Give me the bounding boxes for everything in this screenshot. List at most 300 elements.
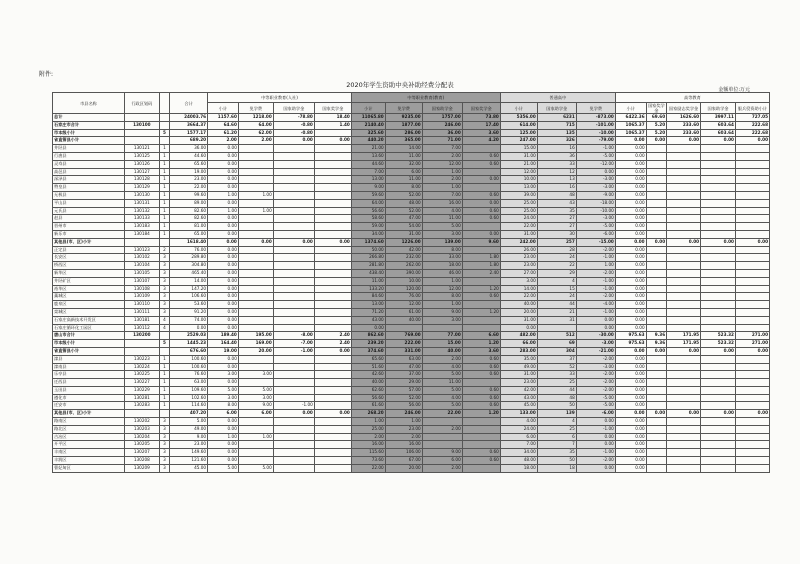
cell-vocational-hr xyxy=(314,324,351,332)
cell-admin-code xyxy=(124,410,159,418)
cell-higher-edu: 523.32 xyxy=(701,332,736,340)
cell-type: 3 xyxy=(159,457,169,465)
cell-vocational-hr xyxy=(314,394,351,402)
cell-vocational-hr: 0.00 xyxy=(208,246,239,254)
cell-vocational-hr xyxy=(273,418,314,426)
cell-vocational-hr xyxy=(273,246,314,254)
cell-higher-edu xyxy=(701,449,736,457)
cell-higher-edu: 0.00 xyxy=(667,137,701,145)
cell-high-school: 27.00 xyxy=(500,269,537,277)
cell-higher-edu xyxy=(735,371,769,379)
cell-total: 1577.17 xyxy=(170,129,208,137)
cell-total: 99.60 xyxy=(170,191,208,199)
cell-high-school: 35 xyxy=(537,207,576,215)
cell-higher-edu: 975.63 xyxy=(615,332,646,340)
cell-high-school: 25 xyxy=(537,425,576,433)
cell-vocational-edu: 2.00 xyxy=(422,355,462,363)
cell-high-school: 4 xyxy=(537,418,576,426)
cell-vocational-hr: 0.00 xyxy=(208,168,239,176)
cell-city-name: 路北区 xyxy=(53,425,125,433)
cell-high-school: 26.00 xyxy=(500,246,537,254)
cell-higher-edu xyxy=(667,402,701,410)
cell-total: 63.00 xyxy=(170,379,208,387)
cell-high-school: 12.00 xyxy=(500,168,537,176)
cell-higher-edu xyxy=(701,371,736,379)
cell-vocational-edu: 4.00 xyxy=(422,207,462,215)
table-row xyxy=(53,121,770,129)
cell-admin-code: 130224 xyxy=(124,363,159,371)
cell-vocational-edu: 2.00 xyxy=(422,176,462,184)
cell-higher-edu: 0.00 xyxy=(615,394,646,402)
cell-admin-code: 130133 xyxy=(124,215,159,223)
cell-admin-code: 130281 xyxy=(124,394,159,402)
cell-vocational-hr xyxy=(273,449,314,457)
table-row xyxy=(53,418,770,426)
cell-vocational-hr xyxy=(314,262,351,270)
cell-vocational-edu: 84.60 xyxy=(351,293,385,301)
cell-higher-edu: 603.64 xyxy=(701,129,736,137)
cell-admin-code: 130204 xyxy=(124,433,159,441)
cell-higher-edu xyxy=(667,324,701,332)
cell-high-school: 37 xyxy=(537,355,576,363)
cell-vocational-edu: 59.60 xyxy=(351,191,385,199)
cell-vocational-edu: 1.00 xyxy=(385,418,422,426)
cell-high-school: 23.00 xyxy=(500,379,537,387)
cell-high-school: -21.00 xyxy=(576,347,615,355)
cell-city-name: 玉田县 xyxy=(53,386,125,394)
group-high-school: 普通高中 xyxy=(500,93,615,103)
cell-admin-code: 130125 xyxy=(124,152,159,160)
cell-vocational-hr xyxy=(273,457,314,465)
cell-high-school: -15.00 xyxy=(576,238,615,246)
cell-admin-code: 130104 xyxy=(124,262,159,270)
cell-higher-edu xyxy=(667,176,701,184)
cell-vocational-hr: 1.00 xyxy=(208,207,239,215)
cell-vocational-hr xyxy=(314,355,351,363)
cell-admin-code: 130112 xyxy=(124,324,159,332)
table-row xyxy=(53,285,770,293)
cell-high-school: 22 xyxy=(537,262,576,270)
cell-admin-code: 130227 xyxy=(124,379,159,387)
cell-admin-code xyxy=(124,137,159,145)
cell-vocational-edu: 36.00 xyxy=(422,129,462,137)
cell-vocational-hr xyxy=(238,301,273,309)
cell-high-school: -10.00 xyxy=(576,207,615,215)
cell-vocational-hr: 8.00 xyxy=(208,402,239,410)
cell-admin-code xyxy=(124,238,159,246)
cell-city-name: 行唐县 xyxy=(53,152,125,160)
cell-vocational-edu: 0.60 xyxy=(462,457,500,465)
cell-vocational-edu: 8.00 xyxy=(385,184,422,192)
cell-higher-edu xyxy=(667,464,701,472)
cell-vocational-hr xyxy=(238,269,273,277)
table-row xyxy=(53,199,770,207)
cell-vocational-hr xyxy=(238,316,273,324)
cell-higher-edu xyxy=(667,184,701,192)
cell-vocational-hr xyxy=(238,379,273,387)
cell-higher-edu: 0.00 xyxy=(615,433,646,441)
cell-high-school: -4.00 xyxy=(576,301,615,309)
cell-high-school: 15.00 xyxy=(500,145,537,153)
cell-vocational-hr: 5.00 xyxy=(208,464,239,472)
cell-high-school: 21 xyxy=(537,308,576,316)
cell-admin-code: 130126 xyxy=(124,160,159,168)
cell-high-school: -2.00 xyxy=(576,293,615,301)
cell-vocational-hr xyxy=(314,371,351,379)
cell-higher-edu xyxy=(646,223,667,231)
cell-vocational-edu: 37.00 xyxy=(385,371,422,379)
cell-vocational-edu: 18.00 xyxy=(422,262,462,270)
cell-admin-code: 130102 xyxy=(124,254,159,262)
cell-type: 3 xyxy=(159,269,169,277)
cell-vocational-edu: 11.00 xyxy=(385,152,422,160)
cell-higher-edu: 0.00 xyxy=(735,347,769,355)
cell-vocational-edu: 71.00 xyxy=(422,137,462,145)
cell-high-school: 715 xyxy=(537,121,576,129)
cell-vocational-hr: -1.00 xyxy=(273,347,314,355)
table-row xyxy=(53,129,770,137)
cell-admin-code: 130229 xyxy=(124,386,159,394)
cell-vocational-edu: 5.00 xyxy=(422,402,462,410)
cell-vocational-edu: 1.20 xyxy=(462,285,500,293)
cell-vocational-edu: 12.00 xyxy=(385,301,422,309)
cell-vocational-edu xyxy=(422,418,462,426)
cell-vocational-edu: 47.00 xyxy=(385,215,422,223)
cell-higher-edu: 233.60 xyxy=(667,121,701,129)
cell-vocational-hr: 1.00 xyxy=(208,191,239,199)
cell-higher-edu xyxy=(667,394,701,402)
cell-vocational-edu: 239.20 xyxy=(351,340,385,348)
cell-type xyxy=(159,121,169,129)
cell-city-name: 长安区 xyxy=(53,254,125,262)
table-row xyxy=(53,425,770,433)
col-type xyxy=(159,93,169,114)
cell-vocational-hr: 61.20 xyxy=(208,129,239,137)
cell-vocational-edu xyxy=(422,441,462,449)
cell-vocational-hr: 0.00 xyxy=(273,137,314,145)
cell-vocational-edu: 1.80 xyxy=(462,254,500,262)
cell-vocational-edu: 56.00 xyxy=(385,402,422,410)
cell-vocational-hr: 5.00 xyxy=(238,386,273,394)
cell-vocational-edu: 42.00 xyxy=(385,246,422,254)
cell-type: 1 xyxy=(159,184,169,192)
cell-vocational-hr: 2.00 xyxy=(208,137,239,145)
document-title: 2020年学生资助中央补助经费分配表 xyxy=(346,81,454,89)
cell-higher-edu xyxy=(735,293,769,301)
cell-type: 1 xyxy=(159,199,169,207)
cell-vocational-hr: 169.00 xyxy=(238,340,273,348)
cell-higher-edu xyxy=(667,191,701,199)
cell-vocational-edu xyxy=(422,433,462,441)
cell-vocational-hr xyxy=(238,199,273,207)
cell-vocational-edu: 0.60 xyxy=(462,371,500,379)
cell-higher-edu xyxy=(646,262,667,270)
table-row xyxy=(53,207,770,215)
cell-vocational-edu: 77.00 xyxy=(422,332,462,340)
cell-higher-edu: 0.00 xyxy=(615,176,646,184)
cell-high-school: 31.00 xyxy=(500,371,537,379)
cell-type: 1 xyxy=(159,145,169,153)
cell-higher-edu xyxy=(701,254,736,262)
cell-vocational-hr xyxy=(273,464,314,472)
cell-higher-edu: 603.64 xyxy=(701,121,736,129)
cell-vocational-hr xyxy=(238,457,273,465)
cell-vocational-hr xyxy=(314,152,351,160)
cell-vocational-hr: 0.00 xyxy=(208,145,239,153)
table-row xyxy=(53,457,770,465)
cell-vocational-edu: 246.00 xyxy=(422,121,462,129)
cell-type: 3 xyxy=(159,301,169,309)
cell-type: 1 xyxy=(159,223,169,231)
cell-vocational-hr xyxy=(273,277,314,285)
cell-vocational-edu: 58.60 xyxy=(351,215,385,223)
cell-higher-edu xyxy=(646,355,667,363)
cell-higher-edu xyxy=(701,386,736,394)
cell-higher-edu xyxy=(667,168,701,176)
cell-higher-edu: 0.00 xyxy=(646,137,667,145)
cell-total: 91.20 xyxy=(170,308,208,316)
cell-higher-edu xyxy=(735,269,769,277)
cell-vocational-edu: 0.00 xyxy=(351,324,385,332)
cell-vocational-hr: 0.00 xyxy=(208,176,239,184)
cell-high-school: -3.00 xyxy=(576,215,615,223)
cell-higher-edu: 0.00 xyxy=(615,347,646,355)
cell-vocational-hr xyxy=(314,402,351,410)
cell-high-school: -1.00 xyxy=(576,145,615,153)
cell-vocational-hr xyxy=(273,394,314,402)
cell-high-school: 24.00 xyxy=(500,425,537,433)
cell-higher-edu xyxy=(646,301,667,309)
cell-higher-edu: 0.00 xyxy=(667,347,701,355)
cell-vocational-hr xyxy=(314,363,351,371)
cell-total: 82.60 xyxy=(170,207,208,215)
cell-vocational-hr xyxy=(273,316,314,324)
table-row xyxy=(53,145,770,153)
cell-high-school: -3.00 xyxy=(576,340,615,348)
cell-higher-edu xyxy=(735,191,769,199)
cell-vocational-hr: 3.00 xyxy=(238,394,273,402)
cell-vocational-edu: 9.00 xyxy=(351,184,385,192)
cell-vocational-edu: 2140.40 xyxy=(351,121,385,129)
cell-type: 1 xyxy=(159,371,169,379)
cell-vocational-hr: 195.00 xyxy=(238,332,273,340)
col-a-grant: 国家助学金 xyxy=(273,103,314,114)
cell-vocational-hr xyxy=(238,230,273,238)
cell-city-name: 路南区 xyxy=(53,418,125,426)
cell-vocational-hr xyxy=(273,199,314,207)
cell-higher-edu: 222.68 xyxy=(735,121,769,129)
cell-higher-edu xyxy=(735,215,769,223)
cell-vocational-hr xyxy=(273,184,314,192)
cell-vocational-hr xyxy=(273,262,314,270)
cell-higher-edu: 0.00 xyxy=(615,441,646,449)
table-row xyxy=(53,332,770,340)
cell-city-name: 井陉矿区 xyxy=(53,277,125,285)
cell-high-school: -5.00 xyxy=(576,223,615,231)
cell-high-school: 27 xyxy=(537,215,576,223)
cell-high-school: 0.00 xyxy=(500,324,537,332)
cell-high-school: 44 xyxy=(537,301,576,309)
cell-high-school: 0.00 xyxy=(576,168,615,176)
cell-vocational-edu: 0.60 xyxy=(462,402,500,410)
cell-higher-edu xyxy=(735,441,769,449)
cell-higher-edu: 1065.37 xyxy=(615,121,646,129)
cell-vocational-edu: 0.60 xyxy=(462,449,500,457)
cell-vocational-edu: 4.00 xyxy=(422,363,462,371)
cell-higher-edu xyxy=(667,246,701,254)
cell-higher-edu: 0.00 xyxy=(646,347,667,355)
cell-vocational-edu: 56.60 xyxy=(351,394,385,402)
cell-type: 3 xyxy=(159,449,169,457)
cell-vocational-hr xyxy=(273,386,314,394)
cell-vocational-edu: 139.00 xyxy=(422,238,462,246)
cell-admin-code xyxy=(124,129,159,137)
cell-vocational-hr xyxy=(273,168,314,176)
cell-vocational-hr xyxy=(314,199,351,207)
cell-vocational-hr xyxy=(273,223,314,231)
cell-higher-edu xyxy=(701,355,736,363)
cell-higher-edu xyxy=(735,449,769,457)
cell-higher-edu xyxy=(735,160,769,168)
cell-higher-edu xyxy=(701,433,736,441)
cell-vocational-hr xyxy=(238,363,273,371)
cell-vocational-edu: 1.20 xyxy=(462,340,500,348)
cell-vocational-hr: -7.00 xyxy=(273,340,314,348)
cell-vocational-edu: 43.00 xyxy=(351,316,385,324)
cell-higher-edu xyxy=(667,457,701,465)
col-d-scholarship: 国家奖学金 xyxy=(647,103,665,113)
cell-vocational-edu xyxy=(462,418,500,426)
cell-higher-edu: 0.00 xyxy=(701,347,736,355)
cell-higher-edu xyxy=(735,262,769,270)
cell-total: 65.60 xyxy=(170,160,208,168)
cell-city-name: 古冶区 xyxy=(53,433,125,441)
cell-higher-edu xyxy=(701,363,736,371)
cell-vocational-edu: 1.00 xyxy=(351,418,385,426)
cell-type: 1 xyxy=(159,363,169,371)
cell-higher-edu: 0.00 xyxy=(615,410,646,418)
table-row xyxy=(53,386,770,394)
cell-high-school: 7 xyxy=(537,441,576,449)
cell-total: 23.00 xyxy=(170,441,208,449)
cell-higher-edu: 0.00 xyxy=(615,285,646,293)
cell-vocational-edu: 325.60 xyxy=(351,129,385,137)
cell-higher-edu: 0.00 xyxy=(735,137,769,145)
cell-higher-edu xyxy=(646,176,667,184)
cell-higher-edu: 0.00 xyxy=(615,238,646,246)
cell-vocational-hr: 0.00 xyxy=(208,316,239,324)
cell-vocational-hr: 1218.00 xyxy=(238,114,273,122)
cell-higher-edu: 0.00 xyxy=(615,277,646,285)
cell-vocational-edu: 9.60 xyxy=(462,238,500,246)
cell-vocational-edu xyxy=(422,324,462,332)
cell-higher-edu xyxy=(646,145,667,153)
cell-vocational-edu: 31.00 xyxy=(385,230,422,238)
cell-vocational-edu: 32.00 xyxy=(385,160,422,168)
cell-higher-edu xyxy=(667,223,701,231)
cell-higher-edu xyxy=(735,379,769,387)
cell-high-school: 16 xyxy=(537,145,576,153)
cell-admin-code xyxy=(124,340,159,348)
cell-type xyxy=(159,238,169,246)
cell-high-school xyxy=(537,324,576,332)
cell-total: 147.20 xyxy=(170,285,208,293)
cell-higher-edu xyxy=(646,254,667,262)
col-d-grant: 国家助学金 xyxy=(701,103,736,114)
cell-higher-edu xyxy=(667,386,701,394)
cell-vocational-edu: 1374.60 xyxy=(351,238,385,246)
cell-high-school: 28 xyxy=(537,246,576,254)
cell-vocational-edu: 374.60 xyxy=(351,347,385,355)
cell-vocational-edu: 2.00 xyxy=(422,152,462,160)
cell-vocational-edu: 7.00 xyxy=(422,191,462,199)
cell-admin-code: 130202 xyxy=(124,418,159,426)
cell-higher-edu xyxy=(701,223,736,231)
cell-total: 3664.37 xyxy=(170,121,208,129)
table-row xyxy=(53,191,770,199)
allocation-table xyxy=(52,92,770,473)
cell-admin-code: 130121 xyxy=(124,145,159,153)
cell-total: 9.00 xyxy=(170,433,208,441)
cell-vocational-hr: 0.00 xyxy=(208,301,239,309)
cell-higher-edu: 1065.37 xyxy=(615,129,646,137)
cell-higher-edu xyxy=(735,223,769,231)
cell-higher-edu xyxy=(646,433,667,441)
table-row xyxy=(53,394,770,402)
cell-vocational-hr: 3.00 xyxy=(208,371,239,379)
cell-high-school: 1.00 xyxy=(576,262,615,270)
cell-vocational-edu: 2.40 xyxy=(462,269,500,277)
cell-admin-code: 130131 xyxy=(124,199,159,207)
cell-vocational-edu: 61.60 xyxy=(351,402,385,410)
cell-vocational-edu xyxy=(462,433,500,441)
cell-city-name: 曹妃甸区 xyxy=(53,464,125,472)
cell-higher-edu xyxy=(667,316,701,324)
cell-vocational-edu: 8.00 xyxy=(422,246,462,254)
table-row xyxy=(53,277,770,285)
cell-vocational-edu: 0.00 xyxy=(462,230,500,238)
cell-city-name: 省直管县小计 xyxy=(53,347,125,355)
cell-vocational-edu xyxy=(462,441,500,449)
table-row xyxy=(53,371,770,379)
cell-high-school: -2.00 xyxy=(576,457,615,465)
cell-vocational-edu: 54.00 xyxy=(385,223,422,231)
cell-higher-edu: 6422.36 xyxy=(615,114,646,122)
cell-high-school: 4 xyxy=(537,277,576,285)
cell-high-school: 0.00 xyxy=(576,316,615,324)
cell-type: 1 xyxy=(159,394,169,402)
table-row xyxy=(53,184,770,192)
cell-vocational-hr xyxy=(314,145,351,153)
cell-high-school: 614.00 xyxy=(500,121,537,129)
cell-admin-code xyxy=(124,114,159,122)
cell-admin-code: 130111 xyxy=(124,308,159,316)
cell-city-name: 迁安市 xyxy=(53,402,125,410)
cell-higher-edu xyxy=(701,277,736,285)
cell-higher-edu xyxy=(735,277,769,285)
cell-high-school: 35.00 xyxy=(500,355,537,363)
cell-admin-code: 130107 xyxy=(124,277,159,285)
cell-type: 3 xyxy=(159,425,169,433)
table-row xyxy=(53,363,770,371)
cell-total: 407.20 xyxy=(170,410,208,418)
cell-vocational-hr: 1.40 xyxy=(314,121,351,129)
cell-vocational-hr xyxy=(314,230,351,238)
cell-vocational-edu: 3.00 xyxy=(422,230,462,238)
cell-higher-edu xyxy=(646,324,667,332)
cell-higher-edu xyxy=(735,316,769,324)
cell-vocational-hr xyxy=(273,293,314,301)
